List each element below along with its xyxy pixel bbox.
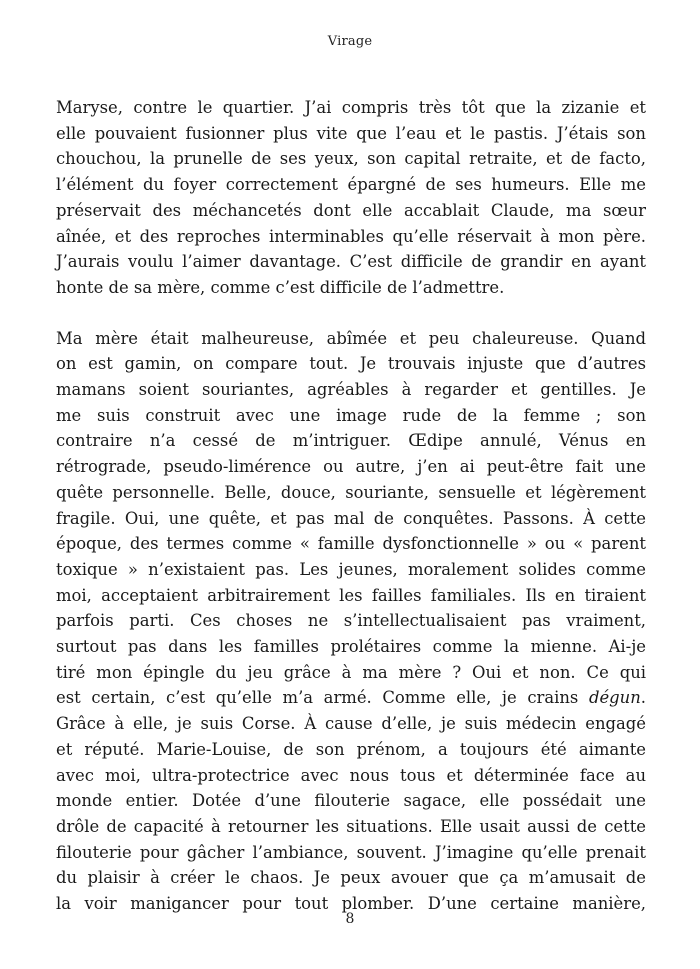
text-line: contraire n’a cessé de m’intriguer. Œdipe annulé, Vénus en: [56, 431, 646, 451]
text-line: et réputé. Marie-Louise, de son prénom, a toujours été aimante: [56, 739, 646, 759]
text-line: monde entier. Dotée d’une filouterie sagace, elle possédait une: [56, 791, 646, 811]
text-line: parfois parti. Ces choses ne s’intellectualisaient pas vraiment,: [56, 611, 646, 631]
text-line: aînée, et des reproches interminables qu’elle réservait à mon père.: [56, 226, 646, 246]
text-line: Maryse, contre le quartier. J’ai compris très tôt que la zizanie et: [56, 98, 646, 117]
text-line: mamans soient souriantes, agréables à regarder et gentilles. Je: [56, 380, 646, 400]
text-line: Grâce à elle, je suis Corse. À cause d’elle, je suis médecin engagé: [56, 714, 646, 734]
text-line: drôle de capacité à retourner les situations. Elle usait aussi de cette: [56, 816, 646, 836]
emphasis-word: dégun: [588, 688, 641, 708]
text-line: époque, des termes comme « famille dysfonctionnelle » ou « parent: [56, 534, 646, 554]
text-line: fragile. Oui, une quête, et pas mal de conquêtes. Passons. À cette: [56, 508, 646, 528]
text-line: est certain, c’est qu’elle m’a armé. Comme elle, je crains dégun.: [56, 688, 646, 708]
paragraph-2: [56, 326, 646, 917]
text-line: toxique » n’existaient pas. Les jeunes, moralement solides comme: [56, 559, 646, 579]
page-number: 8: [345, 911, 355, 927]
text-line: rétrograde, pseudo-limérence ou autre, j’en ai peut-être fait une: [56, 457, 646, 477]
body-text: [56, 95, 646, 917]
text-line: honte de sa mère, comme c’est difficile de l’admettre.: [56, 277, 505, 297]
text-line: Ma mère était malheureuse, abîmée et peu chaleureuse. Quand: [56, 328, 646, 348]
text-line: du plaisir à créer le chaos. Je peux avouer que ça m’amusait de: [56, 868, 646, 888]
running-head: Virage: [327, 34, 373, 49]
text-line: filouterie pour gâcher l’ambiance, souvent. J’imagine qu’elle prenait: [56, 842, 646, 862]
text-line: tiré mon épingle du jeu grâce à ma mère ? Oui et non. Ce qui: [56, 662, 646, 682]
text-line: on est gamin, on compare tout. Je trouvais injuste que d’autres: [56, 354, 646, 374]
text-line: quête personnelle. Belle, douce, souriante, sensuelle et légèrement: [56, 482, 646, 502]
text-line: moi, acceptaient arbitrairement les failles familiales. Ils en tiraient: [56, 585, 646, 605]
text-line: la voir manigancer pour tout plomber. D’une certaine manière,: [56, 894, 646, 914]
text-line: l’élément du foyer correctement épargné de ses humeurs. Elle me: [56, 175, 646, 195]
text-line: elle pouvaient fusionner plus vite que l’eau et le pastis. J’étais son: [56, 123, 646, 143]
text-line: J’aurais voulu l’aimer davantage. C’est difficile de grandir en ayant: [56, 252, 646, 272]
text-line: surtout pas dans les familles prolétaires comme la mienne. Ai-je: [56, 637, 646, 657]
paragraph-1: [56, 95, 646, 301]
text-line: chouchou, la prunelle de ses yeux, son capital retraite, et de facto,: [56, 149, 646, 169]
text-line: avec moi, ultra-protectrice avec nous tous et déterminée face au: [56, 765, 646, 785]
text-line: me suis construit avec une image rude de la femme ; son: [56, 405, 646, 425]
text-line: préservait des méchancetés dont elle accablait Claude, ma sœur: [56, 200, 646, 220]
